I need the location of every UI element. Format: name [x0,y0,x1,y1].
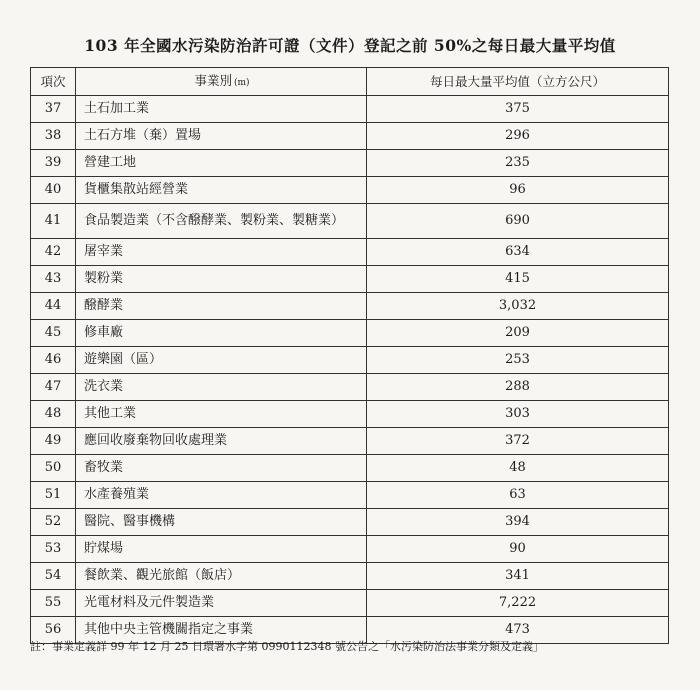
footnote: 註：事業定義詳 99 年 12 月 25 日環署水字第 0990112348 號公告之「水污染防治法事業分類及定義」 [30,640,544,653]
value-cell: 375 [367,96,669,123]
item-number-cell: 47 [31,374,76,401]
column-header-item: 項次 [31,68,76,96]
category-cell: 貯煤場 [76,536,367,563]
column-header-category-label: 事業別 [194,72,232,88]
item-number-cell: 41 [31,204,76,239]
item-number-cell: 40 [31,177,76,204]
table-row [31,320,669,347]
item-number-cell: 55 [31,590,76,617]
category-cell: 食品製造業（不含醱酵業、製粉業、製糖業） [76,204,367,239]
table-row [31,239,669,266]
category-cell: 應回收廢棄物回收處理業 [76,428,367,455]
item-number-cell: 49 [31,428,76,455]
category-cell: 醱酵業 [76,293,367,320]
value-cell: 90 [367,536,669,563]
item-number-cell: 56 [31,617,76,644]
table-row [31,482,669,509]
data-table [30,67,669,644]
item-number-cell: 39 [31,150,76,177]
item-number-cell: 48 [31,401,76,428]
category-cell: 屠宰業 [76,239,367,266]
item-number-cell: 44 [31,293,76,320]
category-cell: 貨櫃集散站經營業 [76,177,367,204]
category-cell: 畜牧業 [76,455,367,482]
value-cell: 394 [367,509,669,536]
category-cell: 製粉業 [76,266,367,293]
table-row [31,204,669,239]
category-cell: 洗衣業 [76,374,367,401]
category-cell: 光電材料及元件製造業 [76,590,367,617]
table-row [31,374,669,401]
item-number-cell: 38 [31,123,76,150]
category-cell: 醫院、醫事機構 [76,509,367,536]
table-row [31,428,669,455]
table-row [31,293,669,320]
page-title: 103 年全國水污染防治許可證（文件）登記之前 50%之每日最大量平均值 [84,36,616,55]
value-cell: 63 [367,482,669,509]
category-cell: 遊樂園（區） [76,347,367,374]
column-header-value: 每日最大量平均值（立方公尺） [367,68,669,96]
column-header-category [76,68,367,96]
table-row [31,401,669,428]
value-cell: 372 [367,428,669,455]
item-number-cell: 54 [31,563,76,590]
item-number-cell: 46 [31,347,76,374]
table-row [31,96,669,123]
column-header-category-unit: (m) [233,77,250,88]
category-cell: 餐飲業、觀光旅館（飯店） [76,563,367,590]
value-cell: 48 [367,455,669,482]
category-cell: 其他工業 [76,401,367,428]
table-row [31,563,669,590]
value-cell: 341 [367,563,669,590]
value-cell: 7,222 [367,590,669,617]
value-cell: 209 [367,320,669,347]
category-cell: 修車廠 [76,320,367,347]
category-cell: 土石方堆（棄）置場 [76,123,367,150]
value-cell: 296 [367,123,669,150]
table-row [31,150,669,177]
value-cell: 415 [367,266,669,293]
table-row [31,536,669,563]
value-cell: 3,032 [367,293,669,320]
item-number-cell: 53 [31,536,76,563]
item-number-cell: 51 [31,482,76,509]
value-cell: 235 [367,150,669,177]
table-row [31,123,669,150]
value-cell: 473 [367,617,669,644]
table-row [31,347,669,374]
item-number-cell: 37 [31,96,76,123]
table-row [31,266,669,293]
item-number-cell: 45 [31,320,76,347]
value-cell: 690 [367,204,669,239]
value-cell: 303 [367,401,669,428]
table-row [31,177,669,204]
value-cell: 288 [367,374,669,401]
value-cell: 634 [367,239,669,266]
value-cell: 253 [367,347,669,374]
category-cell: 土石加工業 [76,96,367,123]
category-cell: 營建工地 [76,150,367,177]
category-cell: 水產養殖業 [76,482,367,509]
item-number-cell: 43 [31,266,76,293]
item-number-cell: 42 [31,239,76,266]
table-header-row [31,68,669,96]
table-row [31,509,669,536]
item-number-cell: 50 [31,455,76,482]
table-row [31,590,669,617]
value-cell: 96 [367,177,669,204]
category-cell: 其他中央主管機關指定之事業 [76,617,367,644]
item-number-cell: 52 [31,509,76,536]
table-row [31,455,669,482]
